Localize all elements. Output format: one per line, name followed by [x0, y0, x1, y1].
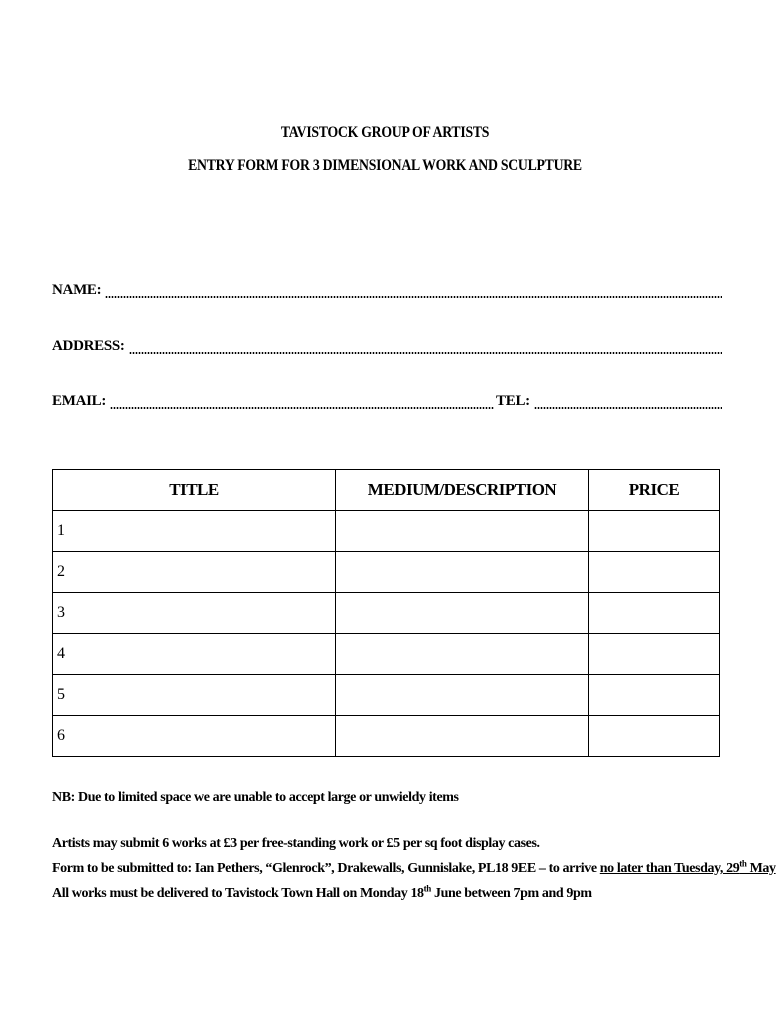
price-cell[interactable] [589, 552, 720, 593]
table-row [53, 511, 720, 552]
email-tel-row [52, 393, 722, 413]
medium-cell[interactable] [336, 634, 589, 675]
price-cell[interactable] [589, 511, 720, 552]
table-header-row [53, 470, 720, 511]
price-cell[interactable] [589, 634, 720, 675]
medium-cell[interactable] [336, 675, 589, 716]
medium-cell[interactable] [336, 593, 589, 634]
deadline-month: May [746, 861, 776, 876]
title-cell[interactable]: 1 [53, 511, 336, 552]
medium-cell[interactable] [336, 552, 589, 593]
title-cell[interactable]: 3 [53, 593, 336, 634]
address-dotted-line [129, 352, 722, 354]
title-cell[interactable]: 4 [53, 634, 336, 675]
address-label: ADDRESS: [52, 338, 125, 354]
email-dotted-line[interactable] [110, 407, 494, 409]
submission-address-text: Form to be submitted to: Ian Pethers, “Glenrock”, Drakewalls, Gunnislake, PL18 9EE – to arrive [52, 861, 600, 876]
tel-label: TEL: [496, 393, 530, 409]
price-cell[interactable] [589, 593, 720, 634]
table-row [53, 716, 720, 757]
deadline-text [599, 858, 776, 876]
title-cell[interactable]: 5 [53, 675, 336, 716]
medium-cell[interactable] [336, 511, 589, 552]
title-cell[interactable]: 6 [53, 716, 336, 757]
name-field[interactable] [52, 282, 722, 302]
email-label: EMAIL: [52, 393, 107, 409]
delivery-text: All works must be delivered to Tavistock Town Hall on Monday 18 [52, 886, 424, 901]
table-row [53, 552, 720, 593]
delivery-note [52, 883, 592, 902]
org-title: TAVISTOCK GROUP OF ARTISTS [280, 124, 490, 141]
deadline-ordinal: th [739, 858, 747, 869]
deadline-date: no later than Tuesday, 29 [599, 861, 740, 876]
table-row [53, 634, 720, 675]
submission-address-note [52, 858, 776, 877]
name-label: NAME: [52, 282, 102, 298]
delivery-ordinal: th [423, 883, 431, 894]
address-field[interactable] [52, 338, 722, 358]
medium-cell[interactable] [336, 716, 589, 757]
name-dotted-line [105, 296, 722, 298]
price-cell[interactable] [589, 675, 720, 716]
entries-table [52, 469, 720, 757]
submission-fee-note: Artists may submit 6 works at £3 per free-standing work or £5 per sq foot display cases. [52, 836, 540, 851]
nb-note: NB: Due to limited space we are unable to accept large or unwieldy items [52, 790, 459, 805]
price-cell[interactable] [589, 716, 720, 757]
table-row [53, 675, 720, 716]
tel-dotted-line[interactable] [534, 407, 722, 409]
form-title: ENTRY FORM FOR 3 DIMENSIONAL WORK AND SCULPTURE [188, 157, 582, 174]
title-column-header: TITLE [53, 470, 336, 511]
price-column-header: PRICE [589, 470, 720, 511]
medium-column-header: MEDIUM/DESCRIPTION [336, 470, 589, 511]
title-cell[interactable]: 2 [53, 552, 336, 593]
table-row [53, 593, 720, 634]
delivery-time-text: June between 7pm and 9pm [430, 886, 592, 901]
